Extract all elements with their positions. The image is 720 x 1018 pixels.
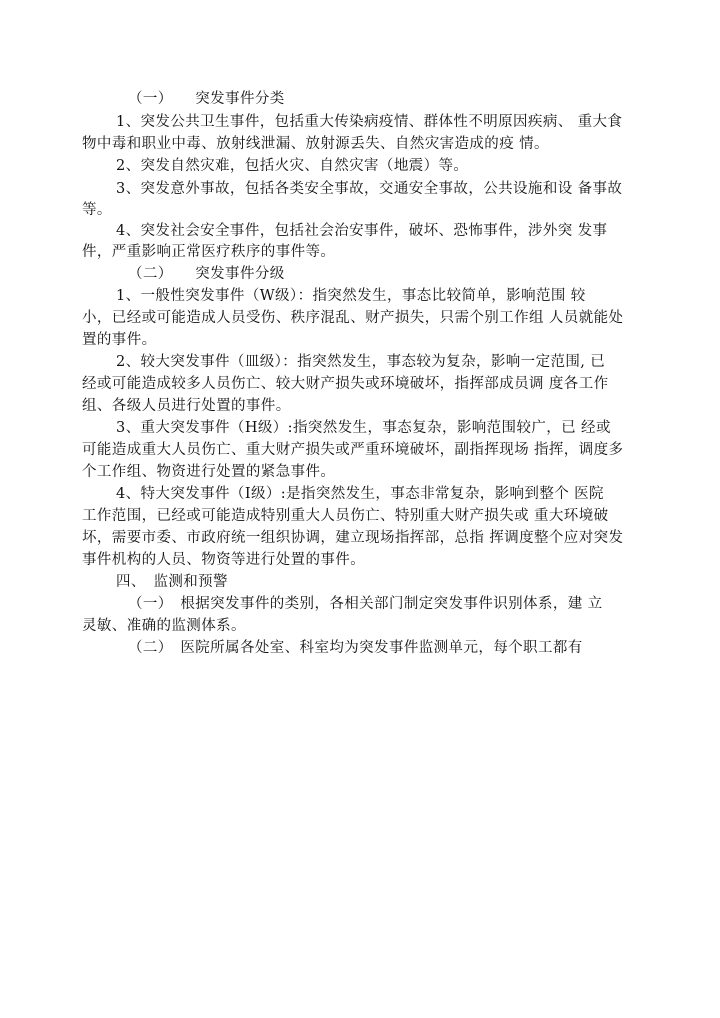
- paragraph-line: 4、突发社会安全事件，包括社会治安事件，破坏、恐怖事件，涉外突 发事: [116, 223, 608, 239]
- paragraph-line: 灵敏、准确的监测体系。: [82, 618, 246, 634]
- section-heading-monitoring-warning: 四、 监测和预警: [116, 574, 228, 590]
- paragraph-line: 可能造成重大人员伤亡、重大财产损失或严重环境破坏，副指挥现场 指挥，调度多: [82, 442, 624, 458]
- paragraph-line: 1、一般性突发事件（W级）：指突然发生，事态比较简单，影响范围 较: [116, 288, 586, 304]
- section-heading-event-classification: （一） 突发事件分类: [128, 91, 285, 107]
- section-heading-event-grading: （二） 突发事件分级: [128, 266, 285, 282]
- paragraph-line: 1、突发公共卫生事件，包括重大传染病疫情、群体性不明原因疾病、 重大食: [116, 114, 623, 130]
- paragraph-line: 经或可能造成较多人员伤亡、较大财产损失或环境破坏，指挥部成员调 度各工作: [82, 376, 609, 392]
- paragraph-line: 事件机构的人员、物资等进行处置的事件。: [82, 552, 366, 568]
- paragraph-line: 坏，需要市委、市政府统一组织协调，建立现场指挥部，总指 挥调度整个应对突发: [82, 530, 624, 546]
- paragraph-line: 2、突发自然灾难，包括火灾、自然灾害（地震）等。: [116, 158, 469, 174]
- paragraph-line: 物中毒和职业中毒、放射线泄漏、放射源丢失、自然灾害造成的疫 情。: [82, 136, 549, 152]
- paragraph-line: （二） 医院所属各处室、科室均为突发事件监测单元，每个职工都有: [128, 640, 583, 656]
- paragraph-line: 件，严重影响正常医疗秩序的事件等。: [82, 244, 336, 260]
- paragraph-line: （一） 根据突发事件的类别，各相关部门制定突发事件识别体系，建 立: [128, 596, 603, 612]
- paragraph-line: 个工作组、物资进行处置的紧急事件。: [82, 464, 336, 480]
- paragraph-line: 置的事件。: [82, 332, 157, 348]
- paragraph-line: 4、特大突发事件（I级）:是指突然发生，事态非常复杂，影响到整个 医院: [116, 486, 604, 502]
- paragraph-line: 3、突发意外事故，包括各类安全事故，交通安全事故，公共设施和设 备事故: [116, 181, 623, 197]
- paragraph-line: 小，已经或可能造成人员受伤、秩序混乱、财产损失，只需个别工作组 人员就能处: [82, 310, 624, 326]
- paragraph-line: 工作范围，已经或可能造成特别重大人员伤亡、特别重大财产损失或 重大环境破: [82, 508, 609, 524]
- paragraph-line: 3、重大突发事件（H级）:指突然发生，事态复杂，影响范围较广，已 经或: [116, 420, 611, 436]
- paragraph-line: 2、较大突发事件（皿级）：指突然发生，事态较为复杂，影响一定范围, 已: [116, 354, 606, 370]
- paragraph-line: 组、各级人员进行处置的事件。: [82, 398, 291, 414]
- paragraph-line: 等。: [82, 202, 112, 218]
